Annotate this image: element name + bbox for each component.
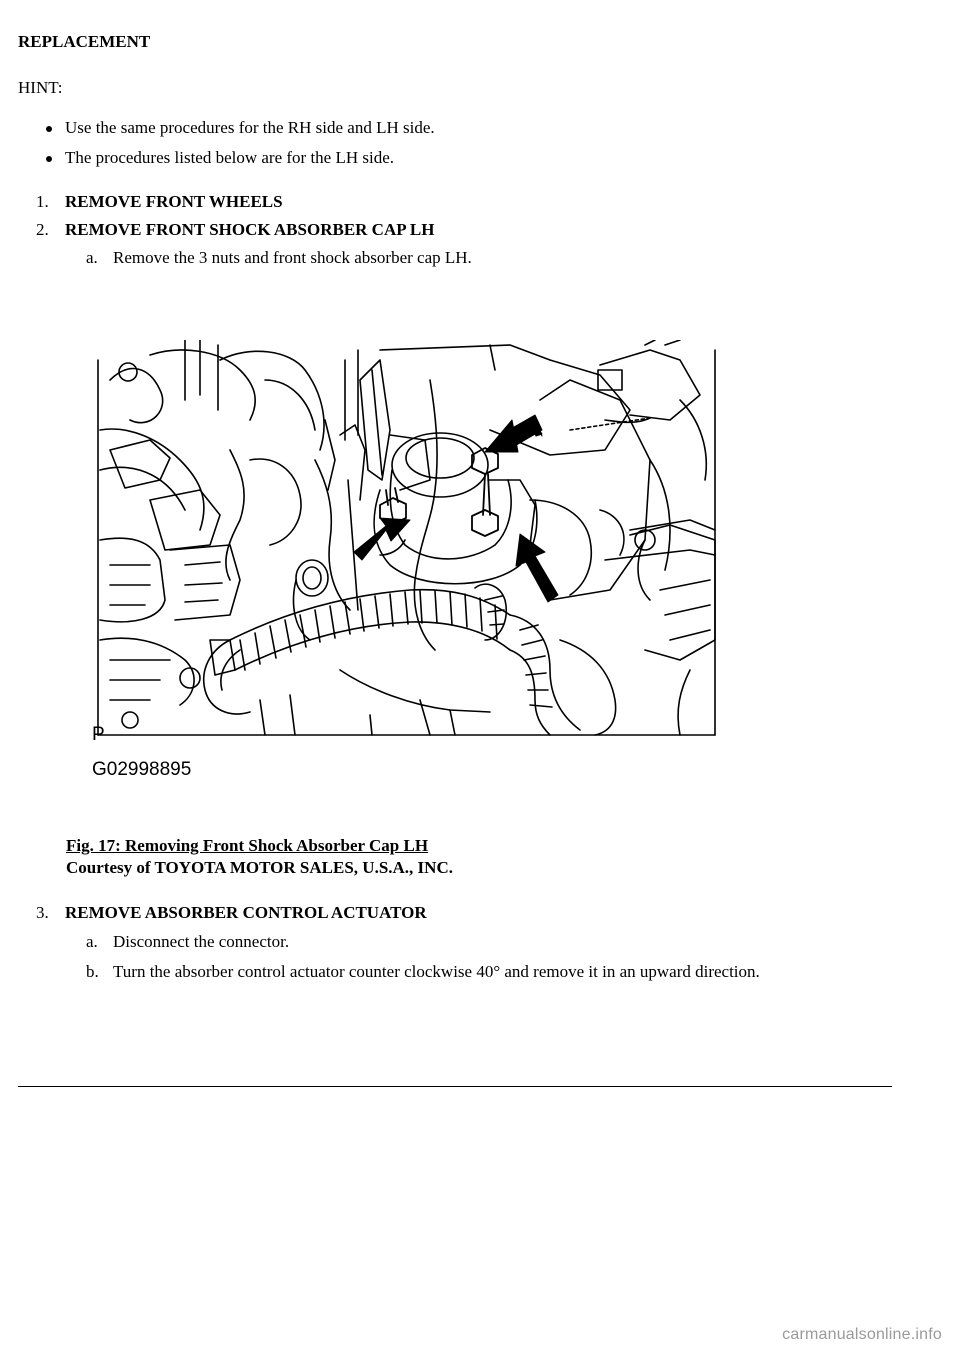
figure-caption: Fig. 17: Removing Front Shock Absorber Cap LH (66, 836, 429, 855)
step-title: REMOVE FRONT WHEELS (65, 192, 283, 211)
figure-code: G02998895 (92, 759, 192, 780)
step-title: REMOVE FRONT SHOCK ABSORBER CAP LH (65, 220, 435, 239)
page-title: REPLACEMENT (18, 32, 151, 51)
substep-text: Turn the absorber control actuator counter clockwise 40° and remove it in an upward direction. (113, 962, 760, 981)
watermark: carmanualsonline.info (782, 1326, 942, 1343)
substep-text: Disconnect the connector. (113, 932, 290, 951)
figure-credit: Courtesy of TOYOTA MOTOR SALES, U.S.A., INC. (66, 858, 453, 877)
substep-letter: b. (86, 962, 99, 981)
shock-absorber-cap-diagram (90, 340, 720, 780)
page-divider (18, 1086, 892, 1087)
figure-illustration (90, 340, 720, 780)
hint-item: The procedures listed below are for the LH side. (65, 148, 395, 167)
figure-label-p: P (92, 724, 105, 745)
step-number: 1. (36, 192, 49, 211)
step-title: REMOVE ABSORBER CONTROL ACTUATOR (65, 903, 427, 922)
hint-item: Use the same procedures for the RH side and LH side. (65, 118, 435, 137)
substep-letter: a. (86, 248, 98, 267)
substep-letter: a. (86, 932, 98, 951)
substep-text: Remove the 3 nuts and front shock absorber cap LH. (113, 248, 472, 267)
hint-label: HINT: (18, 78, 63, 97)
step-number: 3. (36, 903, 49, 922)
bullet-icon (46, 126, 52, 132)
step-number: 2. (36, 220, 49, 239)
bullet-icon (46, 156, 52, 162)
